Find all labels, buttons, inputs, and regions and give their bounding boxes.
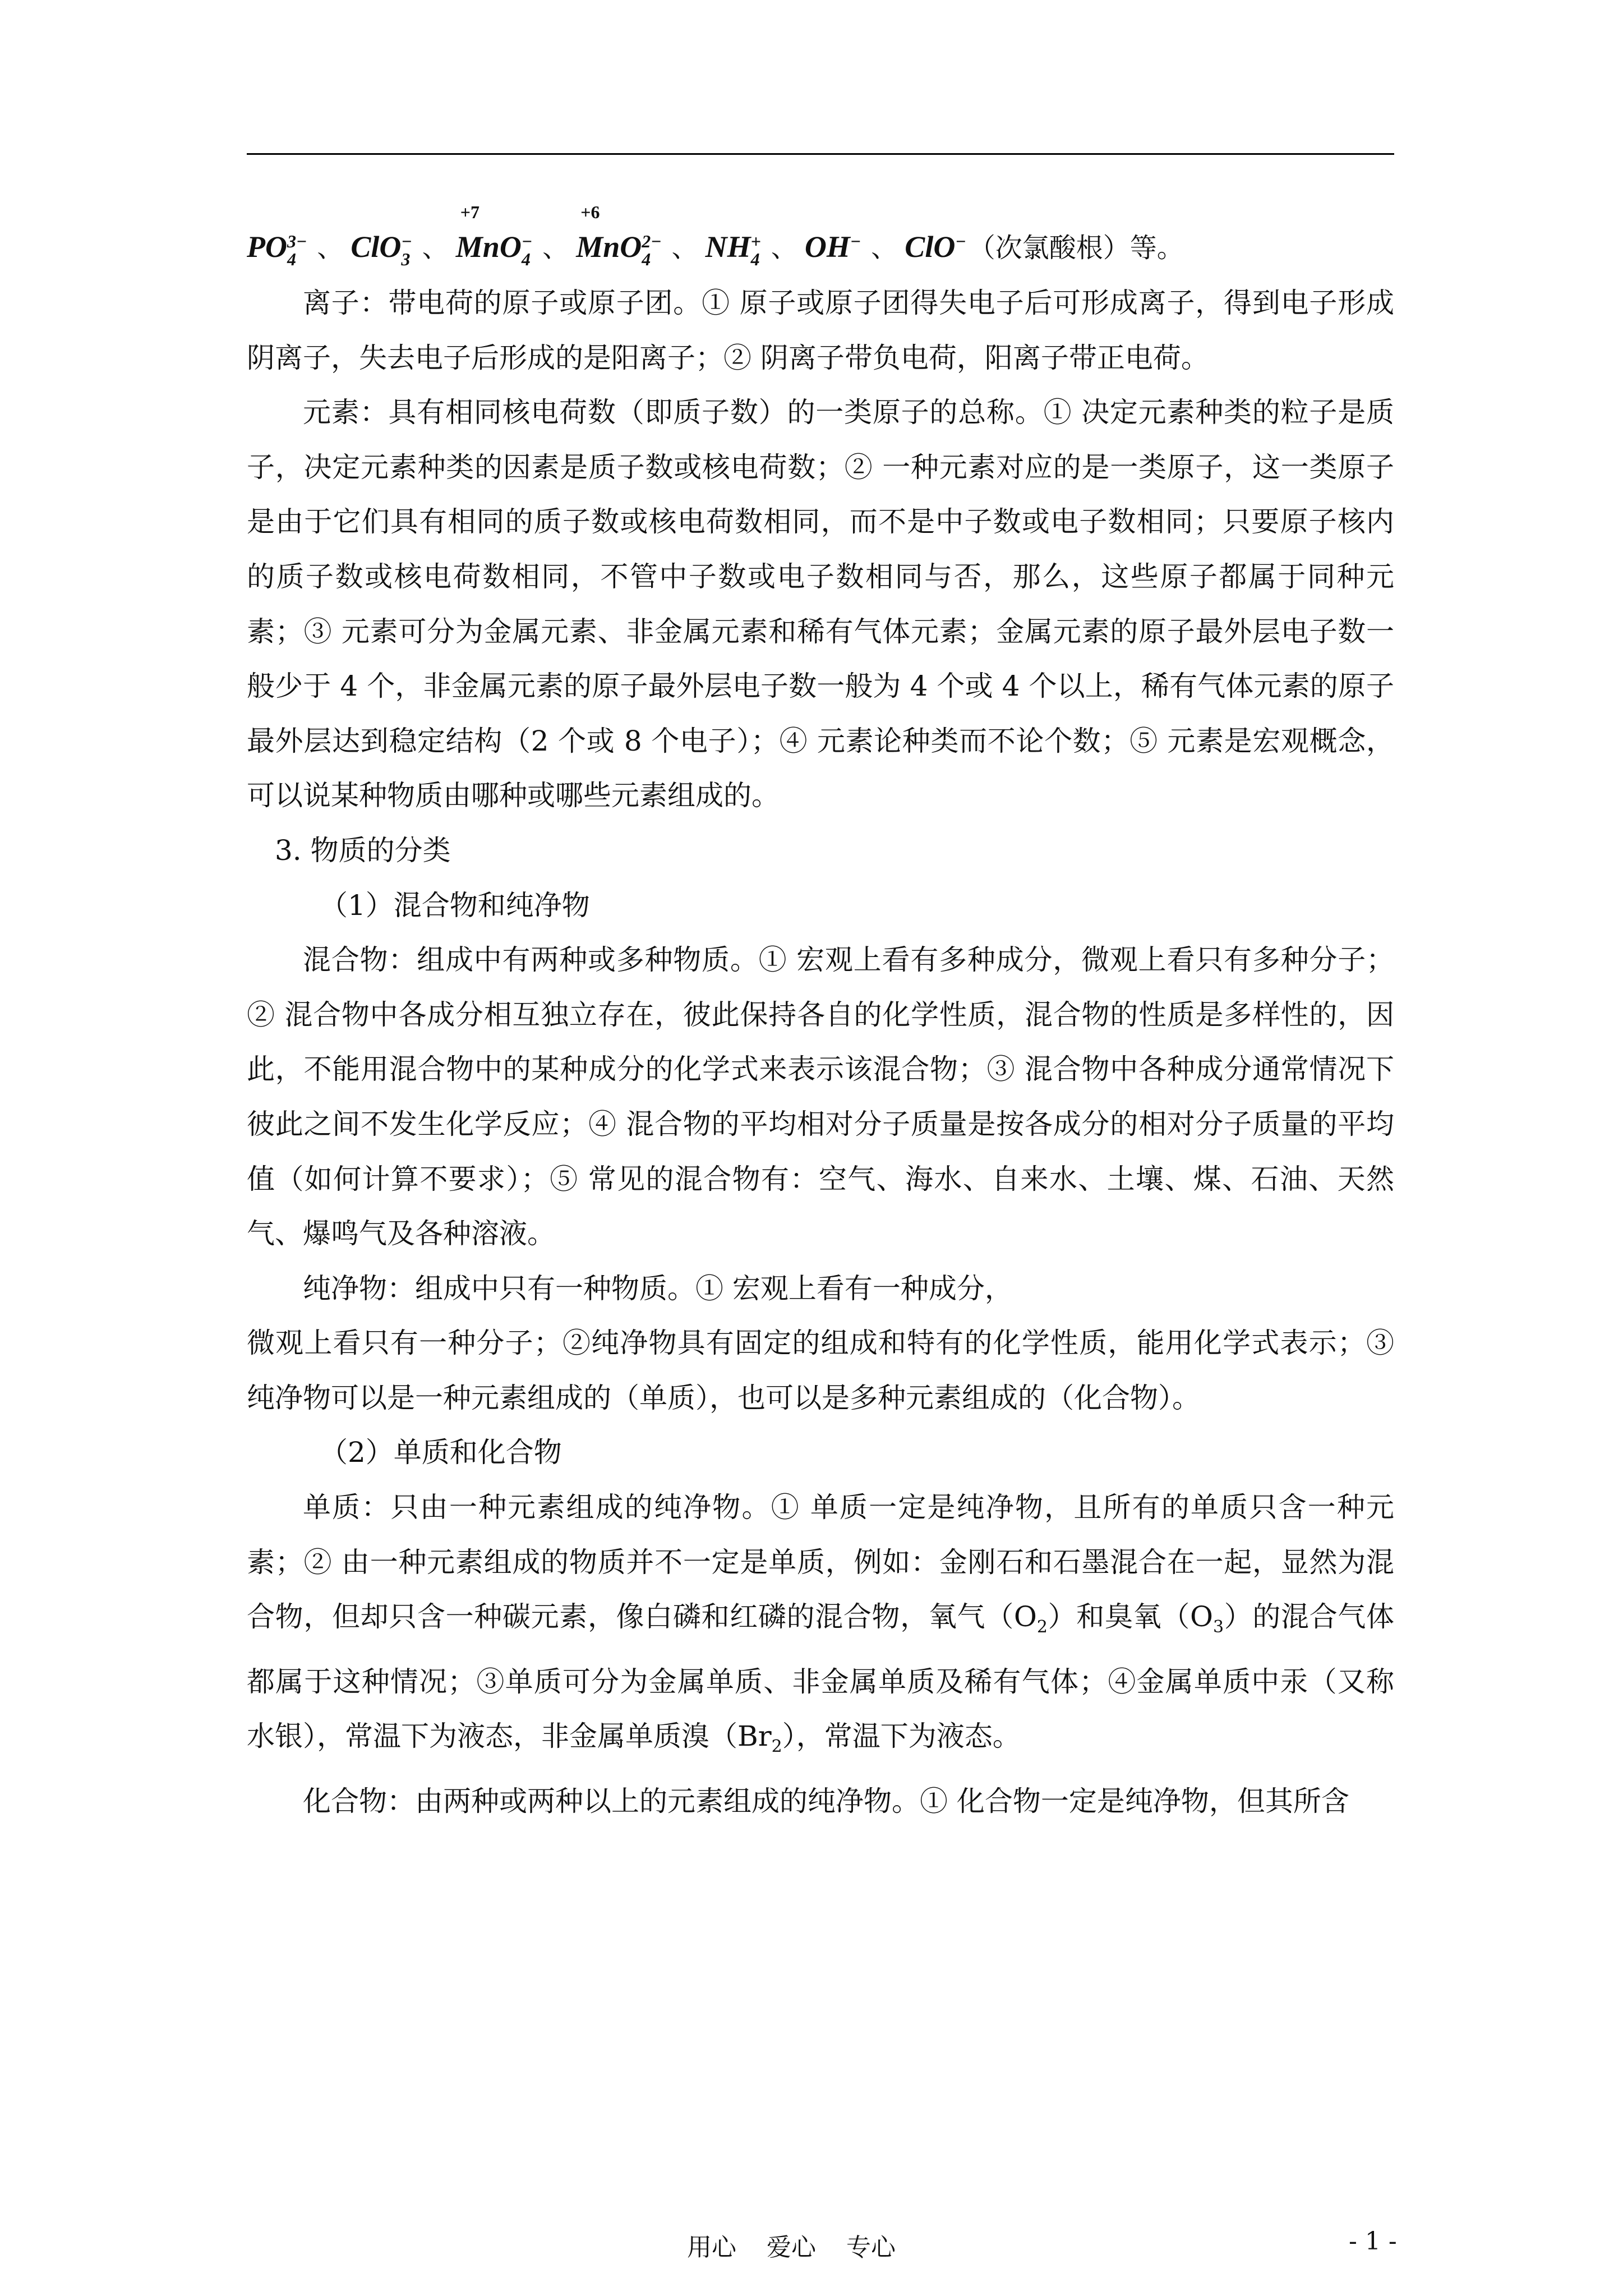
paragraph-simple-substance: 单质：只由一种元素组成的纯净物。① 单质一定是纯净物，且所有的单质只含一种元素；② 由一种元素组成的物质并不一定是单质，例如：金刚石和石墨混合在一起，显然为混合物，但却只含一种碳元素，像白磷和红磷的混合物，氧气$(O_2)$和臭氧$(O_3)$的混合气体都属于这种情况；③单质可分为金属单质、非金属单质及稀有气体；④金属单质中汞（又称水银），常温下为液态，非金属单质溴$(Br_2)$，常温下为液态。	[247, 1491, 1395, 1757]
page-number: - 1 -	[1349, 2227, 1397, 2256]
paragraph-pure-substance-start: 纯净物：组成中只有一种物质。① 宏观上看有一种成分，	[303, 1272, 1013, 1305]
section-heading-classification: 3. 物质的分类	[275, 834, 451, 867]
subheading-simple-compound: （2）单质和化合物	[320, 1436, 562, 1469]
ammonium-ion: NH + 4	[705, 230, 761, 269]
paragraph-compound: 化合物：由两种或两种以上的元素组成的纯净物。① 化合物一定是纯净物，但其所含	[303, 1785, 1349, 1818]
paragraph-ion: 离子：带电荷的原子或原子团。① 原子或原子团得失电子后可形成离子，得到电子形成阴离子，失去电子后形成的是阳离子；② 阴离子带负电荷，阳离子带正电荷。	[247, 287, 1394, 374]
subheading-mixture-pure: （1）混合物和纯净物	[320, 889, 590, 922]
hydroxide-ion: OH −	[804, 230, 861, 264]
chlorate-ion: ClO − 3	[351, 230, 412, 269]
phosphate-ion: PO 3− 4	[247, 230, 307, 269]
header-rule	[247, 153, 1394, 155]
formula-note: （次氯酸根）等。	[968, 232, 1184, 264]
paragraph-element: 元素：具有相同核电荷数（即质子数）的一类原子的总称。① 决定元素种类的粒子是质子，决定元素种类的因素是质子数或核电荷数；② 一种元素对应的是一类原子，这一类原子是由于它们具有相同的质子数或核电荷数相同，而不是中子数或电子数相同；只要原子核内的质子数或核电荷数相同，不管中子数或电子数相同与否，那么，这些原子都属于同种元素；③ 元素可分为金属元素、非金属元素和稀有气体元素；金属元素的原子最外层电子数一般少于 4 个，非金属元素的原子最外层电子数一般为 4 个或 4 个以上，稀有气体元素的原子最外层达到稳定结构（2 个或 8 个电子）；④ 元素论种类而不论个数；⑤ 元素是宏观概念，可以说某种物质由哪种或哪些元素组成的。	[247, 396, 1394, 812]
document-body	[247, 202, 1395, 1829]
permanganate-ion: +7 MnO − 4	[455, 202, 533, 269]
manganate-ion: +6 MnO 2− 4	[576, 202, 662, 269]
footer-motto: 用心 爱心 专心	[687, 2233, 896, 2262]
ion-formula-line: PO 3− 4 、 ClO − 3 、 +7 MnO − 4 、 +6 MnO 2− 4 、 NH + 4 、 OH − 、 ClO − （次氯酸根）等。	[247, 219, 1394, 276]
paragraph-mixture: 混合物：组成中有两种或多种物质。① 宏观上看有多种成分，微观上看只有多种分子；② 混合物中各成分相互独立存在，彼此保持各自的化学性质，混合物的性质是多样性的，因此，不能用混合物中的某种成分的化学式来表示该混合物；③ 混合物中各种成分通常情况下彼此之间不发生化学反应；④ 混合物的平均相对分子质量是按各成分的相对分子质量的平均值（如何计算不要求）；⑤ 常见的混合物有：空气、海水、自来水、土壤、煤、石油、天然气、爆鸣气及各种溶液。	[247, 944, 1394, 1250]
paragraph-pure-substance-rest: 微观上看只有一种分子；②纯净物具有固定的组成和特有的化学性质，能用化学式表示；③ 纯净物可以是一种元素组成的（单质），也可以是多种元素组成的（化合物）。	[247, 1327, 1394, 1414]
hypochlorite-ion: ClO −	[905, 230, 966, 264]
